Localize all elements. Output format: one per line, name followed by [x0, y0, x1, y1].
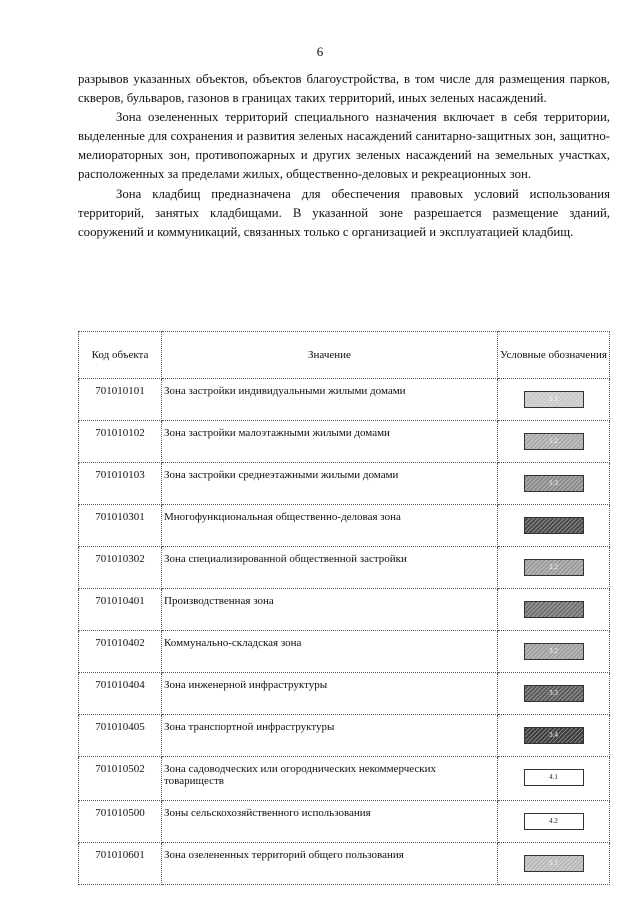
zone-name: Зона специализированной общественной застройки [162, 547, 498, 589]
paragraph: разрывов указанных объектов, объектов благоустройства, в том числе для размещения парков, скверов, бульваров, газонов в границах таких территорий, иных зеленых насаждений. [78, 72, 610, 106]
zone-symbol-cell [498, 757, 610, 801]
zone-name: Зона застройки малоэтажными жилыми домами [162, 421, 498, 463]
zone-symbol-cell [498, 421, 610, 463]
zone-swatch: 2.2 [524, 559, 584, 576]
header-code: Код объекта [79, 332, 162, 379]
zone-code: 701010500 [79, 801, 162, 843]
page-number: 6 [316, 44, 324, 59]
zone-symbol-cell [498, 463, 610, 505]
zone-name: Зона застройки индивидуальными жилыми домами [162, 379, 498, 421]
zone-code: 701010404 [79, 673, 162, 715]
table-row [79, 757, 610, 801]
zone-swatch: 1.2 [524, 433, 584, 450]
zone-symbol-cell [498, 801, 610, 843]
table-row [79, 547, 610, 589]
zone-code: 701010302 [79, 547, 162, 589]
header-symbol: Условные обозначения [498, 332, 610, 379]
table-row [79, 589, 610, 631]
zone-name: Зона застройки среднеэтажными жилыми домами [162, 463, 498, 505]
zone-symbol-cell [498, 631, 610, 673]
zone-code: 701010402 [79, 631, 162, 673]
table-row [79, 379, 610, 421]
zone-swatch: 3.3 [524, 685, 584, 702]
zone-symbol-cell [498, 673, 610, 715]
zone-name: Зона инженерной инфраструктуры [162, 673, 498, 715]
zone-swatch: 3.4 [524, 727, 584, 744]
table-header-row [79, 332, 610, 379]
table-row [79, 801, 610, 843]
zone-code: 701010601 [79, 843, 162, 885]
zone-name: Зона садоводческих или огороднических некоммерческих товариществ [162, 757, 498, 801]
zone-swatch: 4.2 [524, 813, 584, 830]
paragraph: Зона кладбищ предназначена для обеспечения правовых условий использования территорий, занятых кладбищами. В указанной зоне разрешается размещение зданий, сооружений и коммуникаций, связанных только с организацией и эксплуатацией кладбищ. [78, 186, 610, 239]
zone-code: 701010103 [79, 463, 162, 505]
zone-name: Производственная зона [162, 589, 498, 631]
table-row [79, 843, 610, 885]
zone-name: Зоны сельскохозяйственного использования [162, 801, 498, 843]
zone-code: 701010502 [79, 757, 162, 801]
zone-code: 701010405 [79, 715, 162, 757]
zones-legend-table [78, 331, 610, 885]
zone-code: 701010102 [79, 421, 162, 463]
zone-symbol-cell [498, 505, 610, 547]
table-row [79, 421, 610, 463]
zone-name: Зона транспортной инфраструктуры [162, 715, 498, 757]
zone-symbol-cell [498, 843, 610, 885]
zone-swatch [524, 601, 584, 618]
zone-swatch [524, 517, 584, 534]
table-row [79, 715, 610, 757]
zone-code: 701010401 [79, 589, 162, 631]
table-row [79, 631, 610, 673]
zone-swatch: 1.3 [524, 475, 584, 492]
zone-name: Коммунально-складская зона [162, 631, 498, 673]
zone-swatch: 3.2 [524, 643, 584, 660]
header-value: Значение [162, 332, 498, 379]
body-text [78, 70, 610, 242]
zone-swatch: 1.1 [524, 391, 584, 408]
zone-symbol-cell [498, 547, 610, 589]
table-row [79, 463, 610, 505]
paragraph: Зона озелененных территорий специального назначения включает в себя территории, выделенные для сохранения и развития зеленых насаждений санитарно-защитных зон, защитно-мелиораторных зон, противопожарных и других зеленых насаждений на земельных участках, расположенных за пределами жилых, общественно-деловых и рекреационных зон. [78, 110, 610, 182]
zone-swatch: 5.1 [524, 855, 584, 872]
zone-symbol-cell [498, 589, 610, 631]
zone-code: 701010101 [79, 379, 162, 421]
zone-swatch: 4.1 [524, 769, 584, 786]
table-row [79, 505, 610, 547]
zone-code: 701010301 [79, 505, 162, 547]
zone-symbol-cell [498, 715, 610, 757]
zone-name: Зона озелененных территорий общего пользования [162, 843, 498, 885]
zone-symbol-cell [498, 379, 610, 421]
table-row [79, 673, 610, 715]
zone-name: Многофункциональная общественно-деловая зона [162, 505, 498, 547]
